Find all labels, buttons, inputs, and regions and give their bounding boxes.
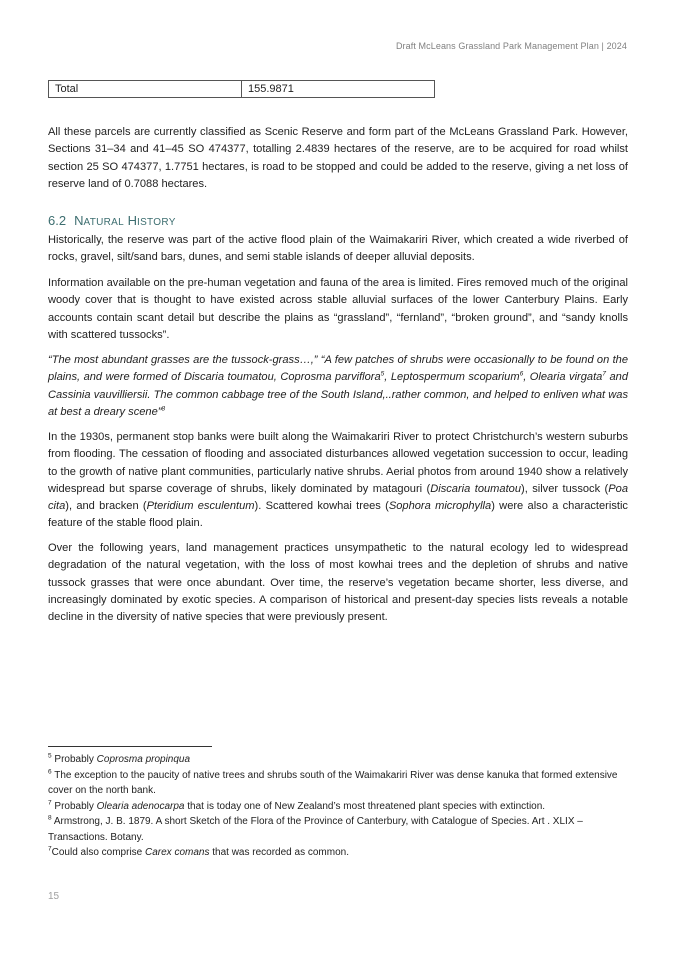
footnote: $^7$ Probably Olearia adenocarpa that is today one of New Zealand’s most threatened plant species with extinction. — [48, 799, 546, 812]
history-paragraph-4: Over the following years, land management practices unsympathetic to the natural ecology led to widespread degradation of the natural vegetation, with the loss of most kowhai trees and the depletion of shrubs and native tussock grasses that were once abundant. Over time, the reserve’s vegetation became shorter, less diverse, and increasingly dominated by exotic species. A comparison of historical and present-day species lists reveals a notable decline in the diversity of native species that were previously present. — [48, 542, 628, 624]
footnote-ref: 7 — [602, 370, 606, 378]
intro-paragraph: All these parcels are currently classified as Scenic Reserve and form part of the McLeans Grassland Park. However, Sections 31–34 and 41–45 SO 474377, totalling 2.4839 hectares of the reserve, are to be acquired for road whilst section 25 SO 474377, 1.7751 hectares, is road to be stopped and could be added to the reserve, giving a net loss of reserve land of 0.7088 hectares. — [48, 126, 628, 190]
history-paragraph-1: Historically, the reserve was part of the active flood plain of the Waimakariri River, which created a wide riverbed of rocks, gravel, silt/sand bars, dunes, and semi stable islands of deeper alluvial deposits. — [48, 234, 628, 264]
historical-quote: “The most abundant grasses are the tussock-grass…,” “A few patches of shrubs were occasionally to be found on the plains, and were formed of Discaria toumatou, Coprosma parviflora$^5$, Leptospermum scoparium$^6$, Olearia virgata$^7$ and Cassinia vauvilliersii. The common cabbage tree of the South Island,..rather common, and helped to enliven what was at best a dreary scene”$^8$ — [48, 354, 629, 418]
history-paragraph-2: Information available on the pre-human vegetation and fauna of the area is limited. Fires removed much of the original woody cover that is thought to have existed across stable alluvial surfaces of the lower Canterbury Plains. Early accounts contain scant detail but describe the plains as “grassland”, “fernland”, “broken ground”, and “sandy knolls with scattered tussocks”. — [48, 277, 628, 341]
footnote: $^8$ Armstrong, J. B. 1879. A short Sketch of the Flora of the Province of Canterbury, with Catalogue of Species. Art . XLIX – Transactions. Botany. — [48, 814, 583, 843]
page-number: 15 — [48, 891, 60, 902]
history-paragraph-3: In the 1930s, permanent stop banks were built along the Waimakariri River to protect Christchurch’s western suburbs from flooding. The cessation of flooding and associated disturbances allowed vegetation succession to occur, leading to the growth of native plant communities, particularly native shrubs. Aerial photos from around 1940 show a relatively widespread but sparse coverage of shrubs, likely dominated by matagouri (Discaria toumatou), silver tussock (Poa cita), and bracken (Pteridium esculentum). Scattered kowhai trees (Sophora microphylla) were also a characteristic feature of the stable flood plain. — [48, 431, 629, 530]
footnote-divider — [48, 746, 212, 747]
footnotes — [48, 752, 628, 861]
footnote-ref: 6 — [519, 370, 524, 378]
total-value-cell: 155.9871 — [242, 81, 435, 98]
total-label-cell: Total — [49, 81, 242, 98]
running-header: Draft McLeans Grassland Park Management Plan | 2024 — [395, 41, 627, 51]
footnote-ref: 5 — [380, 370, 385, 378]
table-row — [49, 81, 435, 98]
section-heading: 6.2 NATURAL HISTORY — [48, 213, 176, 228]
footnote: $^5$ Probably Coprosma propinqua — [48, 752, 191, 765]
section-number: 6.2 — [48, 213, 67, 228]
footnote-ref: 8 — [161, 405, 166, 413]
footnote: $^7$Could also comprise Carex comans that was recorded as common. — [48, 845, 349, 858]
footnote: $^6$ The exception to the paucity of native trees and shrubs south of the Waimakariri River was dense kanuka that formed extensive cover on the north bank. — [48, 768, 618, 796]
total-table — [48, 80, 435, 98]
